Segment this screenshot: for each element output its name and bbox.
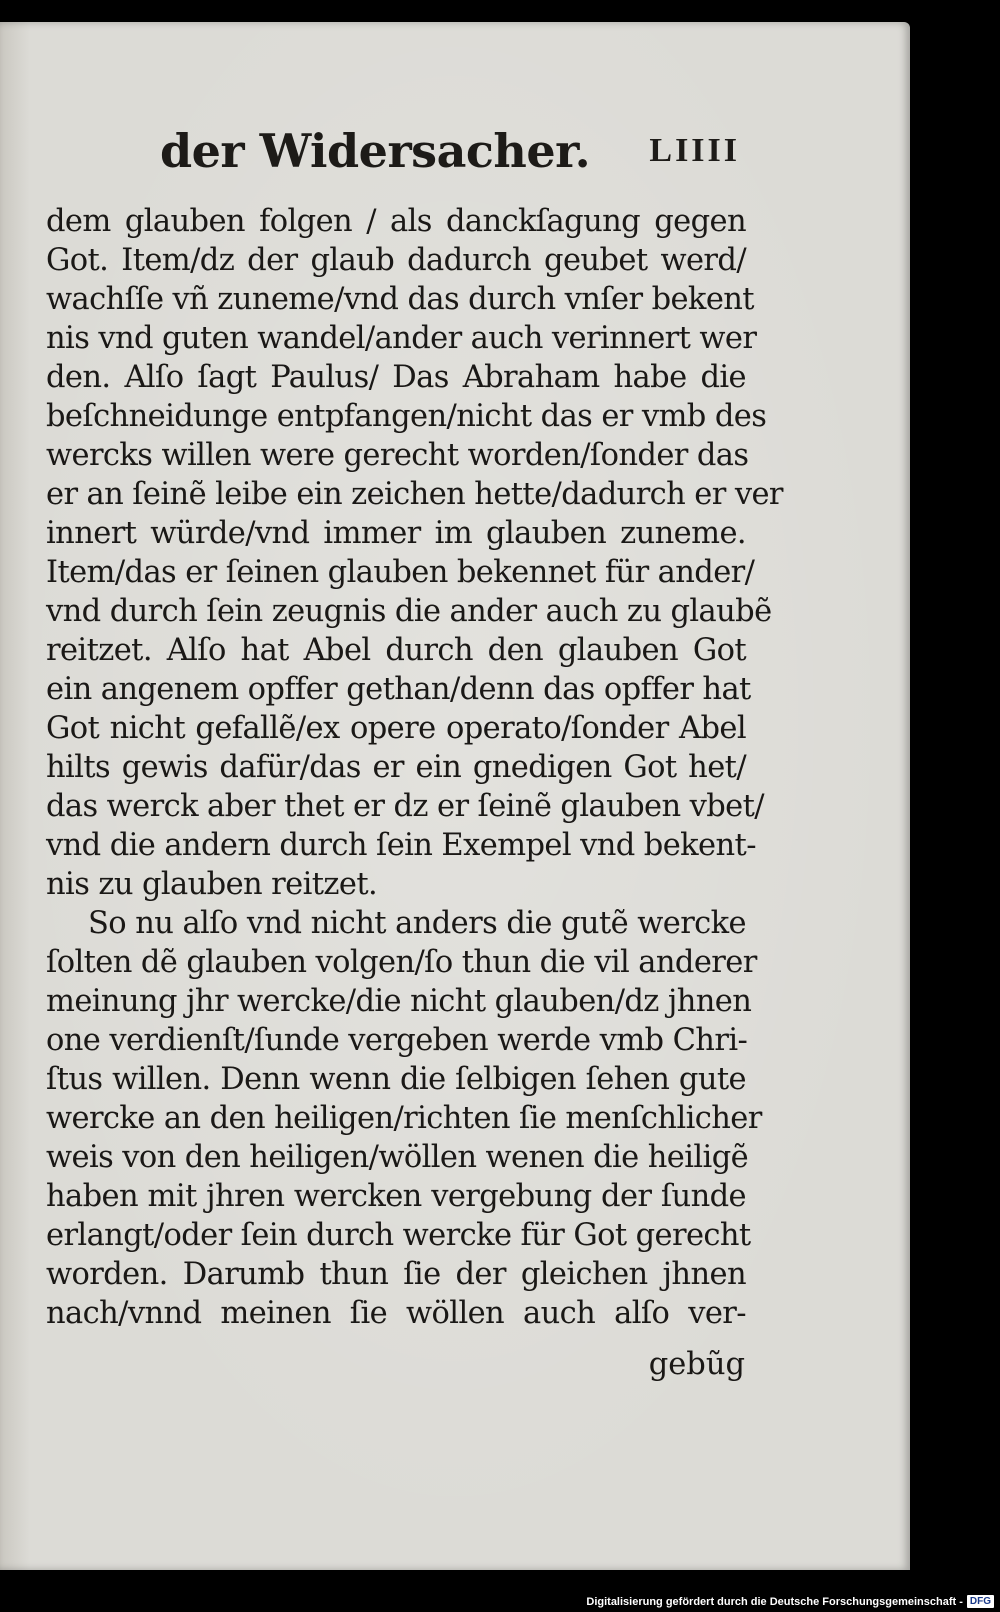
text-line: innert würde/vnd immer im glauben zuneme. bbox=[46, 516, 746, 551]
paragraph-start-line: So nu alſo vnd nicht anders die gutẽ wercke bbox=[88, 906, 746, 941]
text-line: ſolten dẽ glauben volgen/ſo thun die vil anderer bbox=[46, 945, 757, 980]
book-page bbox=[0, 22, 910, 1570]
text-line: nach/vnnd meinen ſie wöllen auch alſo ver- bbox=[46, 1296, 746, 1331]
digitization-credit bbox=[586, 1595, 994, 1608]
text-line: nis vnd guten wandel/ander auch verinnert wer bbox=[46, 321, 757, 356]
text-line: wachſſe vñ zuneme/vnd das durch vnſer bekent bbox=[46, 282, 754, 317]
dfg-logo: DFG bbox=[967, 1595, 994, 1608]
text-line: ſtus willen. Denn wenn die ſelbigen ſehen gute bbox=[46, 1062, 746, 1097]
text-line: worden. Darumb thun ſie der gleichen jhnen bbox=[46, 1257, 746, 1292]
text-line: das werck aber thet er dz er ſeinẽ glauben vbet/ bbox=[46, 789, 764, 824]
text-line: wercks willen were gerecht worden/ſonder das bbox=[46, 438, 749, 473]
text-line: er an ſeinẽ leibe ein zeichen hette/dadurch er ver bbox=[46, 477, 783, 512]
text-line: meinung jhr wercke/die nicht glauben/dz jhnen bbox=[46, 984, 752, 1019]
text-line: den. Alſo ſagt Paulus/ Das Abraham habe die bbox=[46, 360, 746, 395]
credit-text: Digitalisierung gefördert durch die Deutsche Forschungsgemeinschaft - bbox=[586, 1595, 963, 1608]
text-line: hilts gewis dafür/das er ein gnedigen Got het/ bbox=[46, 750, 746, 785]
text-line: weis von den heiligen/wöllen wenen die heiligẽ bbox=[46, 1140, 749, 1175]
text-line: nis zu glauben reitzet. bbox=[46, 867, 378, 902]
text-line: Got. Item/dz der glaub dadurch geubet werd/ bbox=[46, 243, 746, 278]
text-line: wercke an den heiligen/richten ſie menſchlicher bbox=[46, 1101, 762, 1136]
catchword: gebũg bbox=[648, 1347, 745, 1382]
text-line: reitzet. Alſo hat Abel durch den glauben Got bbox=[46, 633, 746, 668]
text-line: beſchneidunge entpfangen/nicht das er vmb des bbox=[46, 399, 767, 434]
text-line: one verdienſt/ſunde vergeben werde vmb Chri- bbox=[46, 1023, 748, 1058]
text-line: dem glauben folgen / als danckſagung gegen bbox=[46, 204, 746, 239]
text-line: vnd die andern durch ſein Exempel vnd bekent- bbox=[46, 828, 756, 863]
body-text bbox=[46, 202, 783, 1333]
running-head: der Widersacher. bbox=[160, 124, 591, 178]
text-line: ein angenem opffer gethan/denn das opffer hat bbox=[46, 672, 751, 707]
text-line: Item/das er ſeinen glauben bekennet für ander/ bbox=[46, 555, 755, 590]
text-line: Got nicht gefallẽ/ex opere operato/ſonder Abel bbox=[46, 711, 746, 746]
text-line: haben mit jhren wercken vergebung der ſunde bbox=[46, 1179, 746, 1214]
page-header bbox=[160, 124, 740, 194]
text-line: vnd durch ſein zeugnis die ander auch zu glaubẽ bbox=[46, 594, 772, 629]
text-line: erlangt/oder ſein durch wercke für Got gerecht bbox=[46, 1218, 751, 1253]
folio-number: LIIII bbox=[649, 132, 740, 169]
